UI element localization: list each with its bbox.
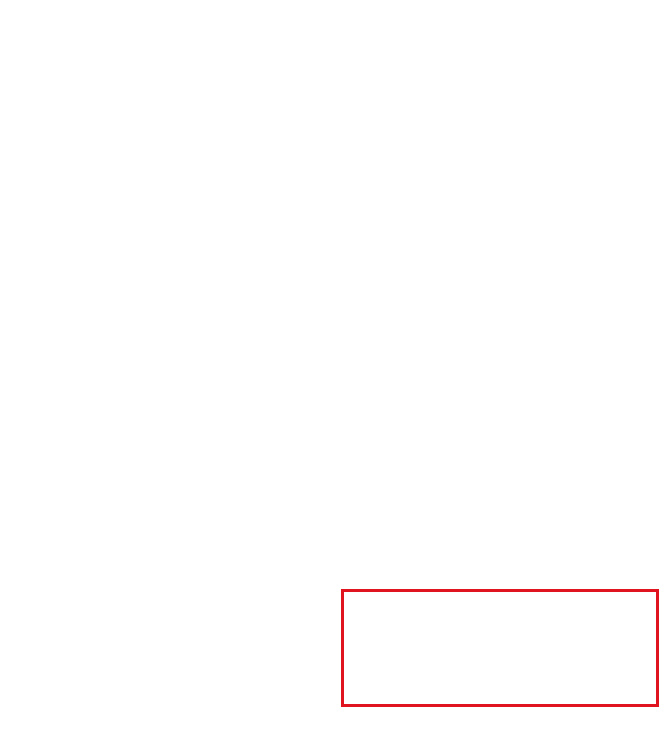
red-highlight-box (341, 589, 659, 707)
